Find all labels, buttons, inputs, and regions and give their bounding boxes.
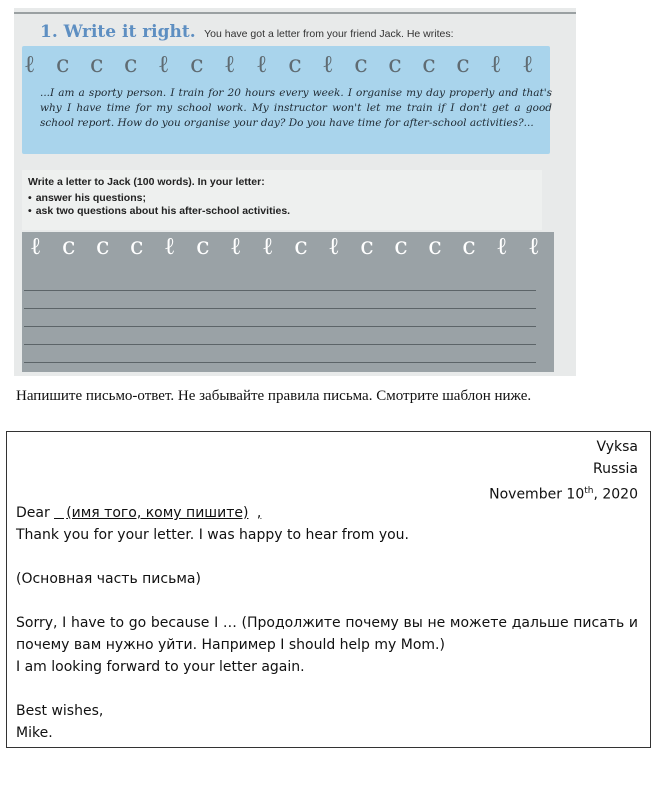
- thanks-line: Thank you for your letter. I was happy to hear from you.: [16, 527, 409, 543]
- spiral-ring-icon: c: [428, 232, 442, 260]
- jack-letter-text: ...I am a sporty person. I train for 20 hours every week. I organise my day properly and that's why I have time for my school work. My instructor won't let me train if I don't get a good school report. How do you organise your day? Do you have time for after-school activities?...: [40, 87, 552, 129]
- spiral-ring-icon: c: [354, 50, 368, 78]
- spiral-ring-icon: ℓ: [230, 232, 242, 260]
- spiral-ring-icon: c: [56, 50, 70, 78]
- spiral-ring-icon: ℓ: [158, 50, 170, 78]
- spiral-ring-icon: ℓ: [322, 50, 334, 78]
- task-box: [22, 170, 542, 230]
- spiral-ring-icon: c: [62, 232, 76, 260]
- spiral-ring-icon: c: [288, 50, 302, 78]
- spiral-ring-icon: ℓ: [224, 50, 236, 78]
- writing-line: [24, 344, 536, 345]
- spiral-ring-icon: ℓ: [256, 50, 268, 78]
- spiral-ring-icon: c: [294, 232, 308, 260]
- spiral-ring-icon: ℓ: [262, 232, 274, 260]
- spiral-ring-icon: ℓ: [328, 232, 340, 260]
- task-list: [28, 192, 290, 218]
- closing-reason-paragraph: Sorry, I have to go because I … (Продолжите почему вы не можете дальше писать и почему вам нужно уйти. Например I should help my Mom.): [16, 615, 638, 653]
- notepad-spiral-top: [14, 50, 544, 78]
- page-divider: [14, 12, 576, 14]
- writing-line: [24, 326, 536, 327]
- blank-underline: [54, 504, 64, 519]
- recipient-placeholder: (имя того, кому пишите): [66, 505, 249, 521]
- spiral-ring-icon: ℓ: [164, 232, 176, 260]
- exercise-header: [40, 22, 454, 42]
- letter-date: November 10th, 2020: [489, 486, 638, 503]
- spiral-ring-icon: c: [90, 50, 104, 78]
- writing-line: [24, 308, 536, 309]
- spiral-ring-icon: ℓ: [24, 50, 36, 78]
- spiral-ring-icon: c: [190, 50, 204, 78]
- instruction-text: Напишите письмо-ответ. Не забывайте правила письма. Смотрите шаблон ниже.: [16, 388, 532, 404]
- notepad-spiral-bottom: [30, 232, 540, 260]
- spiral-ring-icon: ℓ: [30, 232, 42, 260]
- greeting-word: Dear: [16, 505, 50, 521]
- spiral-ring-icon: ℓ: [522, 50, 534, 78]
- spiral-ring-icon: c: [388, 50, 402, 78]
- spiral-ring-icon: c: [394, 232, 408, 260]
- closing-phrase: Best wishes,: [16, 703, 104, 719]
- looking-forward-line: I am looking forward to your letter again.: [16, 659, 305, 675]
- writing-line: [24, 290, 536, 291]
- spiral-ring-icon: c: [96, 232, 110, 260]
- task-heading: Write a letter to Jack (100 words). In your letter:: [28, 176, 265, 188]
- writing-line: [24, 362, 536, 363]
- task-item: • answer his questions;: [28, 192, 146, 204]
- spiral-ring-icon: c: [196, 232, 210, 260]
- spiral-ring-icon: c: [422, 50, 436, 78]
- exercise-intro: You have got a letter from your friend Jack. He writes:: [204, 28, 454, 40]
- spiral-ring-icon: ℓ: [490, 50, 502, 78]
- address-city: Vyksa: [596, 439, 638, 455]
- main-part-placeholder: (Основная часть письма): [16, 571, 201, 587]
- spiral-ring-icon: ℓ: [496, 232, 508, 260]
- signature: Mike.: [16, 725, 53, 741]
- spiral-ring-icon: c: [124, 50, 138, 78]
- address-country: Russia: [592, 461, 638, 477]
- spiral-ring-icon: c: [456, 50, 470, 78]
- greeting-comma: ,: [256, 505, 262, 521]
- spiral-ring-icon: c: [462, 232, 476, 260]
- task-item: • ask two questions about his after-school activities.: [28, 205, 291, 217]
- greeting-line: [16, 502, 263, 524]
- letter-template: [6, 431, 651, 748]
- spiral-ring-icon: ℓ: [528, 232, 540, 260]
- exercise-title: 1. Write it right.: [40, 22, 196, 42]
- spiral-ring-icon: c: [130, 232, 144, 260]
- spiral-ring-icon: c: [360, 232, 374, 260]
